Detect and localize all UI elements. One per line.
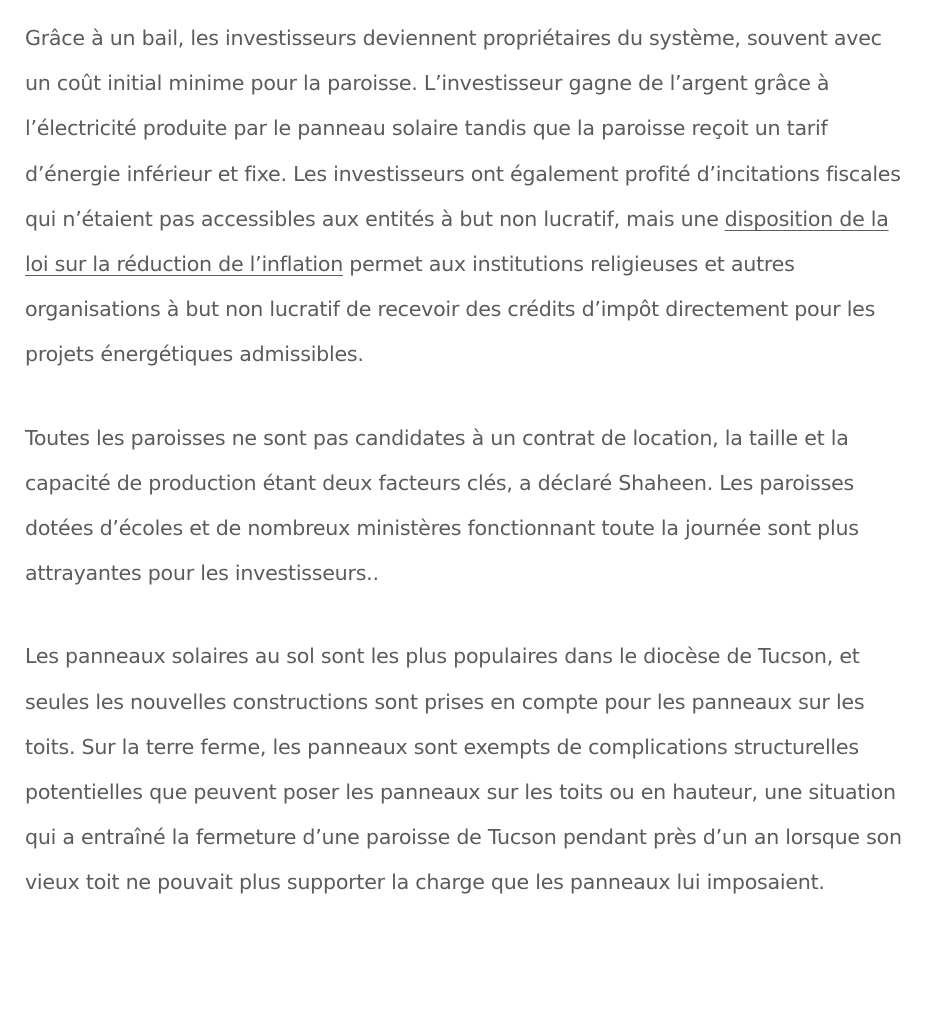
paragraph-ground-panels: Les panneaux solaires au sol sont les plus populaires dans le diocèse de Tucson, et seules les nouvelles constructions sont prises en compte pour les panneaux sur les toits. Sur la terre ferme, les panneaux sont exempts de complications structurelles potentielles que peuvent poser les panneaux sur les toits ou en hauteur, une situation qui a entraîné la fermeture d’une paroisse de Tucson pendant près d’un an lorsque son vieux toit ne pouvait plus supporter la charge que les panneaux lui imposaient. [25,644,902,895]
article-body [25,16,910,944]
paragraph-lease-candidates: Toutes les paroisses ne sont pas candidates à un contrat de location, la taille et la capacité de production étant deux facteurs clés, a déclaré Shaheen. Les paroisses dotées d’écoles et de nombreux ministères fonctionnant toute la journée sont plus attrayantes pour les investisseurs.. [25,425,859,586]
paragraph-text: Grâce à un bail, les investisseurs deviennent propriétaires du système, souvent avec un coût initial minime pour la paroisse. L’investisseur gagne de l’argent grâce à l’électricité produite par le panneau solaire tandis que la paroisse reçoit un tarif d’énergie inférieur et fixe. Les investisseurs ont également profité d’incitations fiscales qui n’étaient pas accessibles aux entités à but non lucratif, mais une [25,26,901,231]
inflation-reduction-act-link[interactable]: disposition de la loi sur la réduction de l’inflation [25,206,889,277]
paragraph-lease-investors [25,16,910,378]
paragraph-text: permet aux institutions religieuses et autres organisations à but non lucratif de recevoir des crédits d’impôt directement pour les projets énergétiques admissibles. [25,252,876,367]
